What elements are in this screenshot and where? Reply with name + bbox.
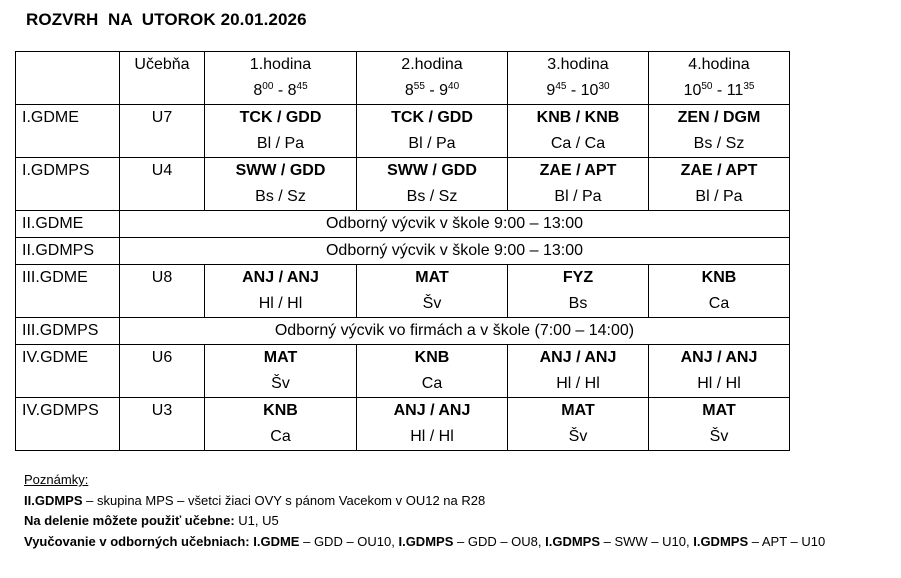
subject: KNB / KNB bbox=[536, 109, 620, 126]
teacher: Hl / Hl bbox=[556, 375, 600, 392]
teacher: Bl / Pa bbox=[408, 135, 456, 152]
teacher: Ca bbox=[421, 375, 443, 392]
room: U3 bbox=[120, 398, 205, 451]
period-label: 1.hodina bbox=[249, 56, 312, 73]
period-time: $8^{55} - 9^{40}$ bbox=[404, 81, 460, 99]
lesson-cell bbox=[508, 265, 649, 318]
lesson-cell bbox=[205, 398, 357, 451]
class-name: II.GDMPS bbox=[16, 238, 120, 265]
subject: MAT bbox=[561, 402, 595, 419]
class-name: IV.GDME bbox=[16, 345, 120, 398]
subject: TCK / GDD bbox=[391, 109, 473, 126]
training-note: Odborný výcvik v škole 9:00 – 13:00 bbox=[120, 211, 790, 238]
class-name: II.GDME bbox=[16, 211, 120, 238]
lesson-cell bbox=[649, 105, 790, 158]
teacher: Bl / Pa bbox=[256, 135, 305, 152]
period-label: 2.hodina bbox=[401, 56, 463, 73]
subject: ANJ / ANJ bbox=[393, 402, 471, 419]
table-row bbox=[16, 211, 790, 238]
period-time: $9^{45} - 10^{30}$ bbox=[546, 81, 610, 99]
lesson-cell bbox=[508, 345, 649, 398]
subject: KNB bbox=[414, 349, 450, 366]
table-row bbox=[16, 345, 790, 398]
lesson-cell bbox=[508, 398, 649, 451]
subject: ZAE / APT bbox=[539, 162, 617, 179]
notes-heading: Poznámky: bbox=[24, 472, 89, 487]
class-name: I.GDME bbox=[16, 105, 120, 158]
teacher: Šv bbox=[709, 428, 729, 445]
note-line-2: Na delenie môžete použiť učebne: U1, U5 bbox=[24, 513, 279, 528]
lesson-cell bbox=[357, 158, 508, 211]
teacher: Bs / Sz bbox=[693, 135, 745, 152]
teacher: Ca / Ca bbox=[550, 135, 606, 152]
subject: ZEN / DGM bbox=[677, 109, 761, 126]
subject: KNB bbox=[263, 402, 298, 419]
lesson-cell bbox=[649, 158, 790, 211]
teacher: Šv bbox=[271, 375, 290, 392]
table-row bbox=[16, 265, 790, 318]
lesson-cell bbox=[649, 398, 790, 451]
teacher: Hl / Hl bbox=[410, 428, 454, 445]
teacher: Bs / Sz bbox=[406, 188, 458, 205]
lesson-cell bbox=[649, 265, 790, 318]
subject: SWW / GDD bbox=[235, 162, 326, 179]
teacher: Bs / Sz bbox=[255, 188, 306, 205]
room: U6 bbox=[120, 345, 205, 398]
lesson-cell bbox=[205, 158, 357, 211]
room: U4 bbox=[120, 158, 205, 211]
period-label: 3.hodina bbox=[547, 56, 609, 73]
subject: TCK / GDD bbox=[239, 109, 322, 126]
lesson-cell bbox=[508, 158, 649, 211]
subject: KNB bbox=[701, 269, 737, 286]
subject: MAT bbox=[263, 349, 298, 366]
teacher: Šv bbox=[568, 428, 588, 445]
lesson-cell bbox=[357, 398, 508, 451]
lesson-cell bbox=[205, 105, 357, 158]
teacher: Bl / Pa bbox=[695, 188, 743, 205]
room: U8 bbox=[120, 265, 205, 318]
lesson-cell bbox=[357, 105, 508, 158]
lesson-cell bbox=[649, 345, 790, 398]
note-line-1: II.GDMPS – skupina MPS – všetci žiaci OVY s pánom Vacekom v OU12 na R28 bbox=[24, 492, 486, 508]
subject: SWW / GDD bbox=[387, 162, 477, 179]
table-row bbox=[16, 398, 790, 451]
room: U7 bbox=[120, 105, 205, 158]
header-room: Učebňa bbox=[120, 52, 205, 105]
table-row bbox=[16, 318, 790, 345]
schedule-table bbox=[15, 51, 790, 451]
table-row bbox=[16, 105, 790, 158]
lesson-cell bbox=[205, 265, 357, 318]
header-class bbox=[16, 52, 120, 105]
header-row bbox=[16, 52, 790, 105]
notes-section bbox=[24, 470, 825, 552]
period-time: $8^{00} - 8^{45}$ bbox=[253, 81, 308, 99]
teacher: Ca bbox=[708, 295, 730, 312]
class-name: III.GDME bbox=[16, 265, 120, 318]
subject: ANJ / ANJ bbox=[242, 269, 319, 286]
teacher: Bl / Pa bbox=[554, 188, 602, 205]
lesson-cell bbox=[357, 265, 508, 318]
subject: MAT bbox=[702, 402, 736, 419]
subject: MAT bbox=[415, 269, 449, 286]
training-note: Odborný výcvik vo firmách a v škole (7:00 – 14:00) bbox=[120, 318, 790, 345]
lesson-cell bbox=[357, 345, 508, 398]
table-row bbox=[16, 158, 790, 211]
header-period-3 bbox=[508, 52, 649, 105]
subject: ZAE / APT bbox=[680, 162, 758, 179]
teacher: Hl / Hl bbox=[697, 375, 741, 392]
period-time: $10^{50} - 11^{35}$ bbox=[683, 81, 755, 99]
training-note: Odborný výcvik v škole 9:00 – 13:00 bbox=[120, 238, 790, 265]
class-name: I.GDMPS bbox=[16, 158, 120, 211]
subject: ANJ / ANJ bbox=[680, 349, 758, 366]
class-name: IV.GDMPS bbox=[16, 398, 120, 451]
teacher: Hl / Hl bbox=[258, 295, 303, 312]
teacher: Šv bbox=[422, 295, 442, 312]
subject: ANJ / ANJ bbox=[539, 349, 617, 366]
class-name: III.GDMPS bbox=[16, 318, 120, 345]
teacher: Bs bbox=[568, 295, 588, 312]
subject: FYZ bbox=[562, 269, 594, 286]
note-line-3: Vyučovanie v odborných učebniach: I.GDME – GDD – OU10, I.GDMPS – GDD – OU8, I.GDMPS – SWW – U10, I.GDMPS – APT – U10 bbox=[24, 533, 826, 549]
lesson-cell bbox=[508, 105, 649, 158]
table-row bbox=[16, 238, 790, 265]
header-period-1 bbox=[205, 52, 357, 105]
header-period-2 bbox=[357, 52, 508, 105]
teacher: Ca bbox=[270, 428, 291, 445]
header-period-4 bbox=[649, 52, 790, 105]
lesson-cell bbox=[205, 345, 357, 398]
page-title: ROZVRH NA UTOROK 20.01.2026 bbox=[26, 10, 307, 29]
period-label: 4.hodina bbox=[688, 56, 750, 73]
